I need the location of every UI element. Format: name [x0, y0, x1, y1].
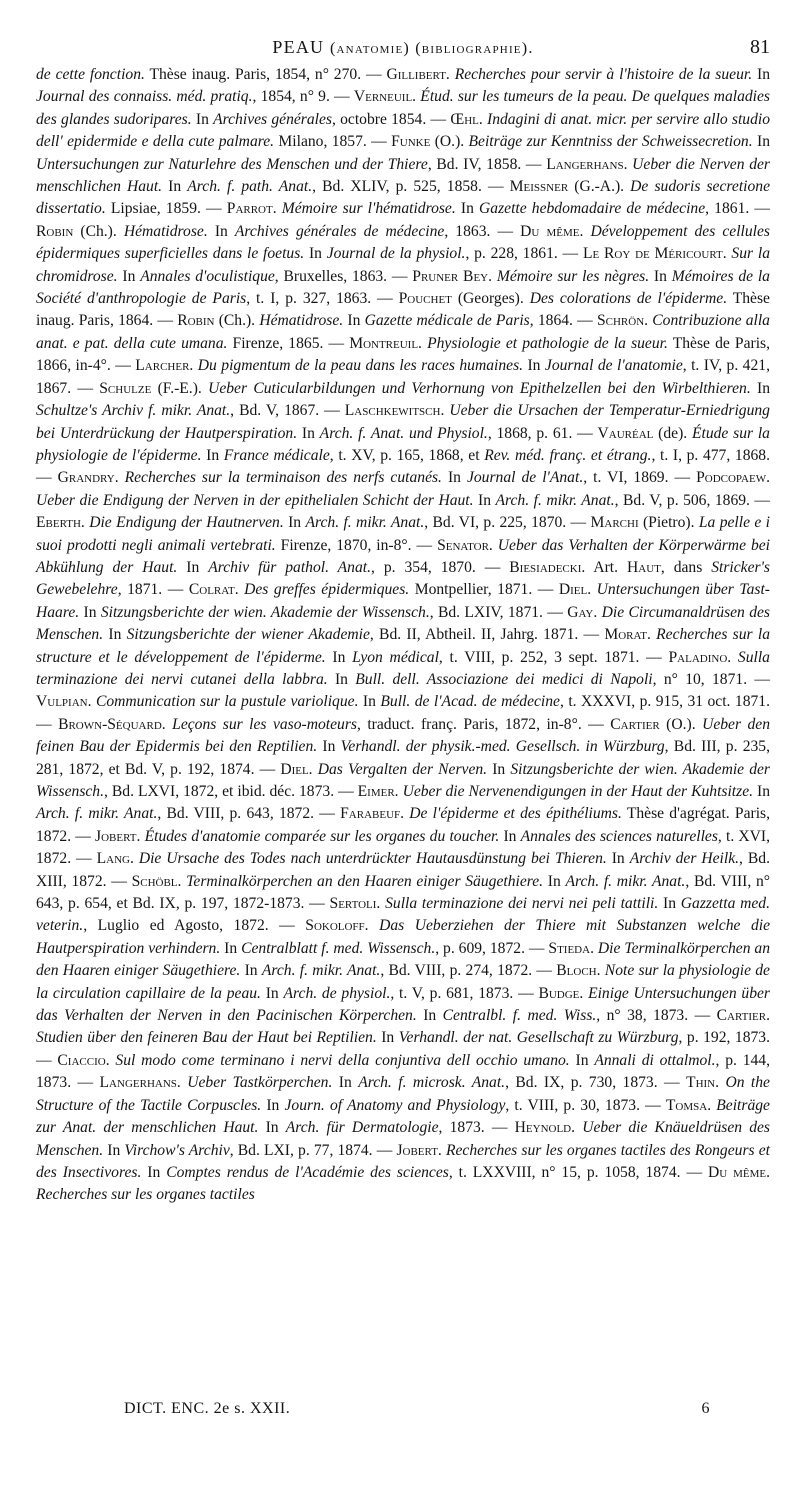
title-italic: Mémoire sur les nègres. [496, 267, 650, 285]
title-italic: Studien über den feineren Bau der Haut bei Reptilien. [36, 1029, 377, 1047]
citation-text: Montpellier, 1871. — [409, 581, 559, 599]
citation-text: , Bd. LXVI, 1872, et ibid. déc. 1873. — [104, 783, 358, 800]
citation-text: , t. XV, p. 165, 1868, et [329, 446, 485, 464]
citation-text: In [117, 267, 141, 285]
citation-text: Milano, 1857. — [274, 133, 392, 151]
author-name: Haut [626, 558, 661, 576]
citation-text: In [207, 222, 235, 240]
signature-mark: DICT. ENC. 2e s. XXII. [124, 1400, 291, 1417]
citation-text: Thèse inaug. Paris, 1854, n° 270. — [144, 66, 387, 83]
title-italic: Mémoires de la Société d'anthropologie de Paris [36, 267, 770, 308]
citation-text: , 1854, n° 9. — [252, 88, 354, 106]
author-name: Langerhans. [546, 155, 628, 173]
author-name: Le Roy de Méricourt. [582, 245, 727, 263]
title-italic: Journal des connaiss. méd. pratiq. [36, 88, 253, 106]
author-name: Eberth. [36, 514, 85, 532]
citation-text: In [260, 984, 284, 1002]
citation-text: , Bd. LXI, p. 77, 1874. — [229, 1141, 397, 1159]
title-italic: Lyon médical [352, 648, 439, 666]
running-title [272, 37, 533, 57]
citation-text: , Bd. V, p. 506, 1869. — [614, 491, 771, 509]
signature-line [124, 1398, 710, 1420]
citation-text: , t. IV, p. 421, 1867. — [36, 357, 770, 397]
author-name: Montreuil. [349, 334, 422, 352]
title-italic: Ueber das Verhalten der Körperwärme bei Abkühlung der Haut. [36, 536, 770, 576]
citation-text: , Bd. VIII, p. 274, 1872. — [380, 962, 557, 980]
author-name: Brown-Séquard. [58, 715, 166, 733]
citation-text: , 1873. — [438, 1119, 515, 1137]
title-italic: France médicale [223, 446, 330, 464]
title-italic: Bull. dell. Associazione dei medici di Napoli [355, 670, 653, 688]
title-italic: Annales des sciences naturelles [520, 827, 718, 845]
author-name: Jobert. [95, 827, 141, 845]
title-italic: Mémoire sur l'hématidrose. [281, 200, 456, 218]
title-italic: Untersuchungen über Tast-Haare. [36, 581, 771, 621]
author-name: Ciaccio. [57, 1051, 110, 1069]
title-italic: Archiv für pathol. Anat. [208, 558, 372, 576]
citation-text: (F.-E.). [151, 379, 209, 397]
citation-text: Art. [585, 558, 627, 576]
title-italic: Verhandl. der physik.-med. Gesellsch. in Würzburg [340, 738, 665, 756]
citation-text: In [103, 626, 127, 644]
citation-text: , n° 38, 1873. — [596, 1007, 717, 1025]
signature-number: 6 [701, 1400, 710, 1417]
title-italic: Hématidrose. [259, 312, 344, 330]
citation-text: , Bd. IX, p. 730, 1873. — [505, 1074, 687, 1092]
citation-text: , t. LXXVIII, n° 15, p. 1058, 1874. — [448, 1163, 708, 1181]
title-italic: Das Ueberziehen der Thiere mit Substanzen welche die Hautperspiration verhindern. [36, 917, 770, 957]
citation-text: , p. 192, 1873. — [36, 1029, 771, 1069]
citation-text: Thèse inaug. Paris, 1864. — [36, 290, 770, 330]
author-name: Parrot. [226, 200, 277, 218]
title-italic: Archives générales de médecine [234, 222, 445, 240]
citation-text: , n° 10, 1871. — [652, 670, 771, 688]
citation-text: , Bd. VIII, p. 643, 1872. — [157, 805, 341, 823]
title-italic: Hématidrose. [123, 222, 208, 240]
author-name: Podcopaew. [696, 469, 770, 487]
citation-text: , dans [660, 558, 712, 576]
title-italic: Die Circumanaldrüsen des Menschen. [36, 603, 770, 644]
citation-text: In [325, 648, 353, 666]
title-italic: Rev. méd. franç. et étrang. [484, 446, 652, 464]
title-italic: Annales d'oculistique [140, 267, 275, 285]
title-italic: Beiträge zur Kenntniss der Schweissecretion. [468, 133, 753, 151]
citation-text: , t. XVI, 1872. — [36, 827, 771, 868]
citation-text: In [750, 379, 770, 397]
title-italic: Sur la chromidrose. [36, 245, 771, 285]
citation-text: In [79, 603, 101, 621]
title-italic: Des greffes épidermiques. [244, 581, 410, 599]
author-name: Gay. [567, 603, 598, 621]
title-italic: Ueber die Endigung der Nerven in der epithelialen Schicht der Haut. [36, 491, 474, 509]
title-italic: Bull. de l'Acad. de médecine [380, 693, 560, 711]
author-name: Meissner [509, 178, 569, 196]
citation-text: , Bd. VI, p. 225, 1870. — [424, 514, 591, 532]
title-italic: Arch. f. path. Anat. [187, 178, 313, 196]
title-italic: Arch. f. microsk. Anat. [358, 1074, 506, 1092]
citation-text: , p. 354, 1870. — [371, 558, 510, 576]
author-name: Larcher. [135, 357, 194, 375]
author-name: Vauréal [597, 424, 654, 442]
author-name: Du même. [707, 1163, 770, 1181]
citation-text: , t. V, p. 681, 1873. — [390, 984, 539, 1002]
citation-text: In [358, 693, 381, 711]
citation-text: In [499, 827, 521, 845]
citation-text: , Bd. II, Abtheil. II, Jahrg. 1871. — [369, 626, 605, 644]
citation-text: , Bd. VIII, n° 643, p. 654, et Bd. IX, p. 197, 1872-1873. — [36, 872, 770, 913]
citation-text: , Bd. V, 1867. — [230, 402, 345, 420]
title-italic: Du pigmentum de la peau dans les races humaines. [197, 357, 524, 375]
citation-text [369, 917, 380, 934]
bibliography-text [36, 64, 770, 1207]
citation-text: In [141, 1163, 167, 1181]
citation-text: In [523, 357, 545, 375]
citation-text: Firenze, 1870, in-8°. — [275, 536, 438, 554]
citation-text: , Bd. IV, 1858. — [427, 155, 547, 173]
title-italic: Ueber Cuticularbildungen und Verhornung von Epithelzellen bei den Wirbelthieren. [208, 379, 751, 397]
citation-text: (O.). [659, 715, 703, 733]
title-italic: Gazzetta med. veterin. [36, 895, 770, 935]
citation-text: In [455, 200, 480, 218]
title-italic: Ueber die Ursachen der Temperatur-Erniedrigung bei Unterdrückung der Hautperspiration. [36, 402, 770, 442]
citation-text: , 1871. — [117, 581, 189, 599]
title-italic: Ueber Tastkörperchen. [187, 1074, 333, 1092]
citation-text: In [201, 446, 224, 464]
author-name: Diel. [280, 760, 313, 778]
author-name: Pouchet [398, 290, 452, 308]
author-name: Farabeuf. [340, 805, 405, 823]
title-italic: Arch. für Dermatologie [285, 1119, 439, 1137]
title-italic: Ueber den feinen Bau der Epidermis bei den Reptilien. [36, 715, 771, 756]
citation-text: , Bd. XLIV, p. 525, 1858. — [312, 178, 510, 196]
title-italic: Études d'anatomie comparée sur les organes du toucher. [144, 827, 500, 845]
author-name: Diel. [558, 581, 592, 599]
citation-text: In [327, 670, 356, 688]
title-italic: Étude sur la physiologie de l'épiderme. [36, 424, 770, 464]
citation-text: In [240, 962, 262, 980]
citation-text: , Luglio ed Agosto, 1872. — [83, 917, 306, 935]
title-italic: Annali di ottalmol. [594, 1051, 716, 1069]
author-name: Robin [177, 312, 215, 330]
title-italic: Recherches sur les organes tactiles des Rongeurs et des Insectivores. [36, 1141, 770, 1181]
author-name: Paladino. [668, 648, 732, 666]
title-italic: Einige Untersuchungen über das Verhalten der Nerven in den Pacinischen Körperchen. [36, 984, 770, 1025]
author-name: Jobert. [396, 1141, 442, 1159]
author-name: Thin. [686, 1074, 720, 1092]
title-italic: Archives générales [213, 110, 332, 128]
citation-text: In [162, 178, 188, 196]
citation-text: , 1864. — [529, 312, 597, 330]
title-italic: La pelle e i suoi prodotti negli animali vertebrati. [36, 514, 770, 554]
citation-text: , p. 609, 1872. — [435, 939, 549, 957]
author-name: Schöbl. [131, 872, 182, 890]
author-name: Lang. [96, 850, 134, 868]
title-italic: Stricker's Gewebelehre [36, 558, 770, 599]
author-name: Œhl. [450, 110, 483, 128]
citation-text: (Ch.). [214, 312, 260, 330]
title-italic: Leçons sur les vaso-moteurs [172, 715, 357, 733]
citation-text: (G.-A.). [568, 178, 631, 196]
title-italic: Ueber die Nerven der menschlichen Haut. [36, 155, 770, 196]
citation-text: In [317, 738, 341, 756]
citation-text: In [332, 1074, 359, 1092]
author-name: Langerhans. [99, 1074, 181, 1092]
citation-text: , traduct. franç. Paris, 1872, in-8°. — [356, 715, 611, 733]
citation-text: Thèse de Paris, 1866, in-4°. — [36, 334, 770, 375]
citation-text: In [487, 760, 511, 778]
running-head [36, 30, 770, 64]
citation-text: In [543, 872, 566, 890]
citation-text: (Georges). [451, 290, 530, 308]
author-name: Heynold. [514, 1119, 576, 1137]
bibliography-paragraph [36, 64, 770, 1207]
author-name: Pruner Bey. [412, 267, 493, 285]
title-italic: Terminalkörperchen an den Haaren einiger Säugethiere. [186, 872, 544, 890]
citation-text: , t. I, p. 477, 1868. — [36, 446, 770, 487]
citation-text: , t. VIII, p. 252, 3 sept. 1871. — [438, 648, 669, 666]
author-name: Du même. [520, 222, 584, 240]
title-italic: On the Structure of the Tactile Corpuscles. [36, 1074, 770, 1114]
citation-text: , Bd. XIII, 1872. — [36, 850, 770, 890]
title-italic: De l'épiderme et des épithéliums. [409, 805, 622, 823]
title-italic: Note sur la physiologie de la circulation capillaire de la peau. [36, 962, 770, 1002]
title-italic: Comptes rendus de l'Académie des sciences [166, 1163, 449, 1181]
title-italic: De sudoris secretione dissertatio. [36, 178, 770, 218]
title-italic: Recherches sur la structure et le développement de l'épiderme. [36, 626, 770, 666]
title-italic: Untersuchungen zur Naturlehre des Menschen und der Thiere [36, 155, 428, 173]
citation-text: , 1861. — [705, 200, 770, 218]
author-name: Morat. [604, 626, 651, 644]
title-italic: Die Ursache des Todes nach unterdrückter Hautausdünstung bei Thieren. [138, 850, 607, 868]
author-name: Budge. [538, 984, 584, 1002]
title-italic: Sitzungsberichte der wien. Akademie der Wissensch. [100, 603, 430, 621]
title-italic: Recherches sur les organes tactiles [36, 1186, 255, 1204]
citation-text: , t. I, p. 327, 1863. — [246, 290, 399, 308]
title-italic: Das Vergalten der Nerven. [317, 760, 488, 778]
author-name: Tomsa. [665, 1096, 712, 1114]
author-name: Sokoloff. [305, 917, 369, 935]
page-number: 81 [750, 36, 770, 58]
title-italic: Des colorations de l'épiderme. [529, 290, 728, 308]
author-name: Bloch. [556, 962, 601, 980]
author-name: Schrön. [596, 312, 649, 330]
title-italic: Arch. f. mikr. Anat. [261, 962, 381, 980]
running-title-sub: (anatomie) (bibliographie). [329, 39, 534, 57]
author-name: Cartier [610, 715, 660, 733]
title-italic: Journal de l'Anat. [466, 469, 584, 487]
title-italic: Développement des cellules épidermiques superficielles dans le foetus. [36, 222, 770, 263]
citation-text: In [752, 66, 770, 83]
citation-text: , p. 144, 1873. — [36, 1051, 771, 1092]
author-name: Vulpian. [36, 693, 92, 711]
citation-text: (O.). [430, 133, 469, 151]
title-italic: Arch. f. mikr. Anat. [495, 491, 615, 509]
citation-text: , 1868, p. 61. — [487, 424, 598, 442]
author-name: Eimer. [357, 783, 399, 800]
title-italic: Archiv der Heilk. [629, 850, 740, 868]
citation-text: , Bd. III, p. 235, 281, 1872, et Bd. V, p. 192, 1874. — [36, 738, 770, 778]
citation-text: In [191, 110, 214, 128]
citation-text: In [649, 267, 672, 285]
title-italic: Sulla terminazione dei nervi nei peli tattili. [385, 895, 659, 913]
citation-text: , Bd. LXIV, 1871. — [429, 603, 568, 621]
author-name: Colrat. [188, 581, 239, 599]
author-name: Gillibert. [386, 66, 450, 83]
citation-text: In [297, 424, 320, 442]
author-name: Robin [36, 222, 74, 240]
title-italic: Virchow's Archiv [124, 1141, 230, 1159]
author-name: Grandry. [57, 469, 119, 487]
title-italic: Recherches pour servir à l'histoire de la sueur. [454, 66, 753, 83]
title-italic: Centralbl. f. med. Wiss. [442, 1007, 597, 1025]
author-name: Biesiadecki. [509, 558, 586, 576]
author-name: Marchi [590, 514, 639, 532]
citation-text: , 1863. — [444, 222, 521, 240]
title-italic: Arch. f. mikr. Anat. [565, 872, 686, 890]
citation-text: , octobre 1854. — [331, 110, 451, 128]
citation-text: In [283, 514, 306, 532]
citation-text: In [473, 491, 496, 509]
author-name: Sertoli. [329, 895, 381, 913]
title-italic: Sulla terminazione dei nervi cutanei della labbra. [36, 648, 770, 688]
title-italic: Ueber die Nervenendigungen in der Haut der Kuhtsitze. [402, 783, 754, 800]
author-name: Funke [391, 133, 431, 151]
title-italic: Sitzungsberichte der wien. Akademie der Wissensch. [36, 760, 770, 800]
title-italic: Arch. f. mikr. Anat. [36, 805, 158, 823]
author-name: Schulze [99, 379, 152, 397]
citation-text: In [177, 558, 209, 576]
citation-text: In [304, 245, 327, 263]
title-italic: Journal de l'anatomie [544, 357, 683, 375]
citation-text: In [220, 939, 242, 957]
citation-text: In [416, 1007, 443, 1025]
citation-text: In [658, 895, 681, 913]
title-italic: Communication sur la pustule variolique. [95, 693, 359, 711]
citation-text: In [752, 133, 770, 151]
citation-text: , t. XXXVI, p. 915, 31 oct. 1871. — [36, 693, 770, 733]
title-italic: Sul modo come terminano i nervi della conjuntiva dell occhio umano. [115, 1051, 570, 1069]
title-italic: Indagini di anat. micr. per servire allo studio dell' epidermide e della cute palmare. [36, 110, 770, 151]
citation-text: In [261, 1096, 285, 1114]
citation-text: In [258, 1119, 286, 1137]
title-italic: Sitzungsberichte der wiener Akademie [126, 626, 370, 644]
title-italic: de cette fonction. [36, 66, 145, 83]
citation-text: (de). [653, 424, 692, 442]
author-name: Laschkewitsch. [344, 402, 445, 420]
title-italic: Die Endigung der Hautnerven. [89, 514, 284, 532]
citation-text: (Pietro). [638, 514, 699, 532]
title-italic: Arch. f. mikr. Anat. [305, 514, 425, 532]
title-italic: Gazette hebdomadaire de médecine [479, 200, 706, 218]
title-italic: Beiträge zur Anat. der menschlichen Haut. [36, 1096, 770, 1137]
citation-text: , p. 228, 1861. — [465, 245, 583, 263]
title-italic: Ueber die Knäueldrüsen des Menschen. [36, 1119, 770, 1159]
citation-text: , t. VI, 1869. — [583, 469, 697, 487]
title-italic: Verhandl. der nat. Gesellschaft zu Würzburg [398, 1029, 679, 1047]
citation-text: In [753, 783, 770, 800]
citation-text: In [569, 1051, 595, 1069]
running-title-main: PEAU [272, 37, 325, 57]
title-italic: Physiologie et pathologie de la sueur. [427, 334, 668, 352]
title-italic: Arch. f. Anat. und Physiol. [319, 424, 488, 442]
citation-text: In [606, 850, 630, 868]
author-name: Senator. [437, 536, 493, 554]
title-italic: Étud. sur les tumeurs de la peau. De quelques maladies des glandes sudoripares. [36, 88, 770, 128]
title-italic: Recherches sur la terminaison des nerfs cutanés. [124, 469, 442, 487]
citation-text [731, 649, 738, 666]
title-italic: Arch. de physiol. [283, 984, 391, 1002]
citation-text: In [441, 469, 467, 487]
title-italic: Journal de la physiol. [326, 245, 466, 263]
title-italic: Schultze's Archiv f. mikr. Anat. [36, 402, 231, 420]
citation-text: Firenze, 1865. — [227, 334, 350, 352]
citation-text: In [103, 1141, 125, 1159]
citation-text: In [343, 312, 365, 330]
citation-text: , Bruxelles, 1863. — [274, 267, 413, 285]
author-name: Verneuil. [353, 88, 417, 106]
citation-text: In [376, 1029, 399, 1047]
title-italic: Contribuzione alla anat. e pat. della cute umana. [36, 312, 770, 352]
citation-text: (Ch.). [73, 222, 124, 240]
citation-text: Lipsiae, 1859. — [105, 200, 227, 218]
title-italic: Journ. of Anatomy and Physiology [284, 1096, 506, 1114]
citation-text: , t. VIII, p. 30, 1873. — [505, 1096, 666, 1114]
citation-text: Thèse d'agrégat. Paris, 1872. — [36, 805, 771, 845]
title-italic: Die Terminalkörperchen an den Haaren einiger Säugethiere. [36, 939, 771, 980]
author-name: Stieda. [548, 939, 594, 957]
title-italic: Centralblatt f. med. Wissensch. [241, 939, 436, 957]
author-name: Cartier. [716, 1007, 770, 1025]
title-italic: Gazette médicale de Paris [364, 312, 530, 330]
